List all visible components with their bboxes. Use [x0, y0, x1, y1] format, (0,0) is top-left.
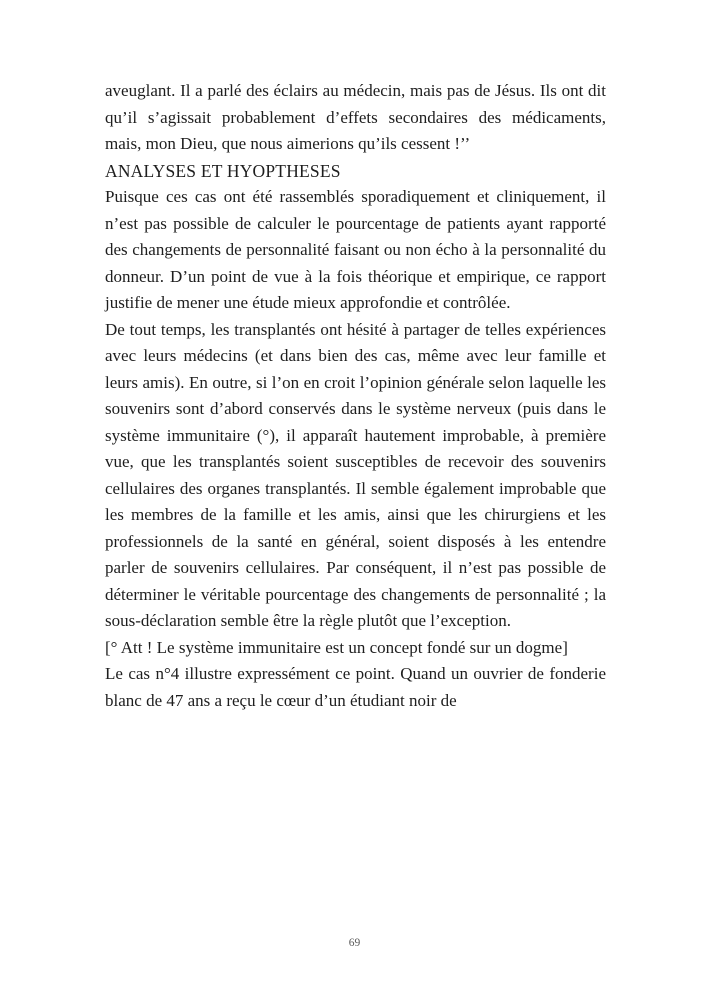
- page-text-block: [105, 78, 606, 714]
- section-heading: ANALYSES ET HYOPTHESES: [105, 160, 341, 181]
- footnote-paragraph: [° Att ! Le système immunitaire est un concept fondé sur un dogme]: [105, 637, 568, 657]
- paragraph-case4: Le cas n°4 illustre expressément ce point. Quand un ouvrier de fonderie blanc de 47 ans a reçu le cœur d’un étudiant noir de: [105, 664, 606, 710]
- paragraph-intro: aveuglant. Il a parlé des éclairs au médecin, mais pas de Jésus. Ils ont dit qu’il s’agissait probablement d’effets secondaires des médicaments, mais, mon Dieu, que nous aimerions qu’ils cessent !’’: [105, 81, 606, 153]
- paragraph-analysis-2: De tout temps, les transplantés ont hésité à partager de telles expériences avec leurs médecins (et dans bien des cas, même avec leur famille et leurs amis). En outre, si l’on en croit l’opinion générale selon laquelle les souvenirs sont d’abord conservés dans le système nerveux (puis dans le système immunitaire (°), il apparaît hautement improbable, à première vue, que les transplantés soient susceptibles de recevoir des souvenirs cellulaires des organes transplantés. Il semble également improbable que les membres de la famille et les amis, ainsi que les chirurgiens et les professionnels de la santé en général, soient disposés à les entendre parler de souvenirs cellulaires. Par conséquent, il n’est pas possible de déterminer le véritable pourcentage des changements de personnalité ; la sous-déclaration semble être la règle plutôt que l’exception.: [105, 319, 606, 630]
- paragraph-analysis-1: Puisque ces cas ont été rassemblés sporadiquement et cliniquement, il n’est pas possible de calculer le pourcentage de patients ayant rapporté des changements de personnalité faisant ou non écho à la personnalité du donneur. D’un point de vue à la fois théorique et empirique, ce rapport justifie de mener une étude mieux approfondie et contrôlée.: [105, 187, 606, 312]
- page-number: 69: [348, 937, 361, 949]
